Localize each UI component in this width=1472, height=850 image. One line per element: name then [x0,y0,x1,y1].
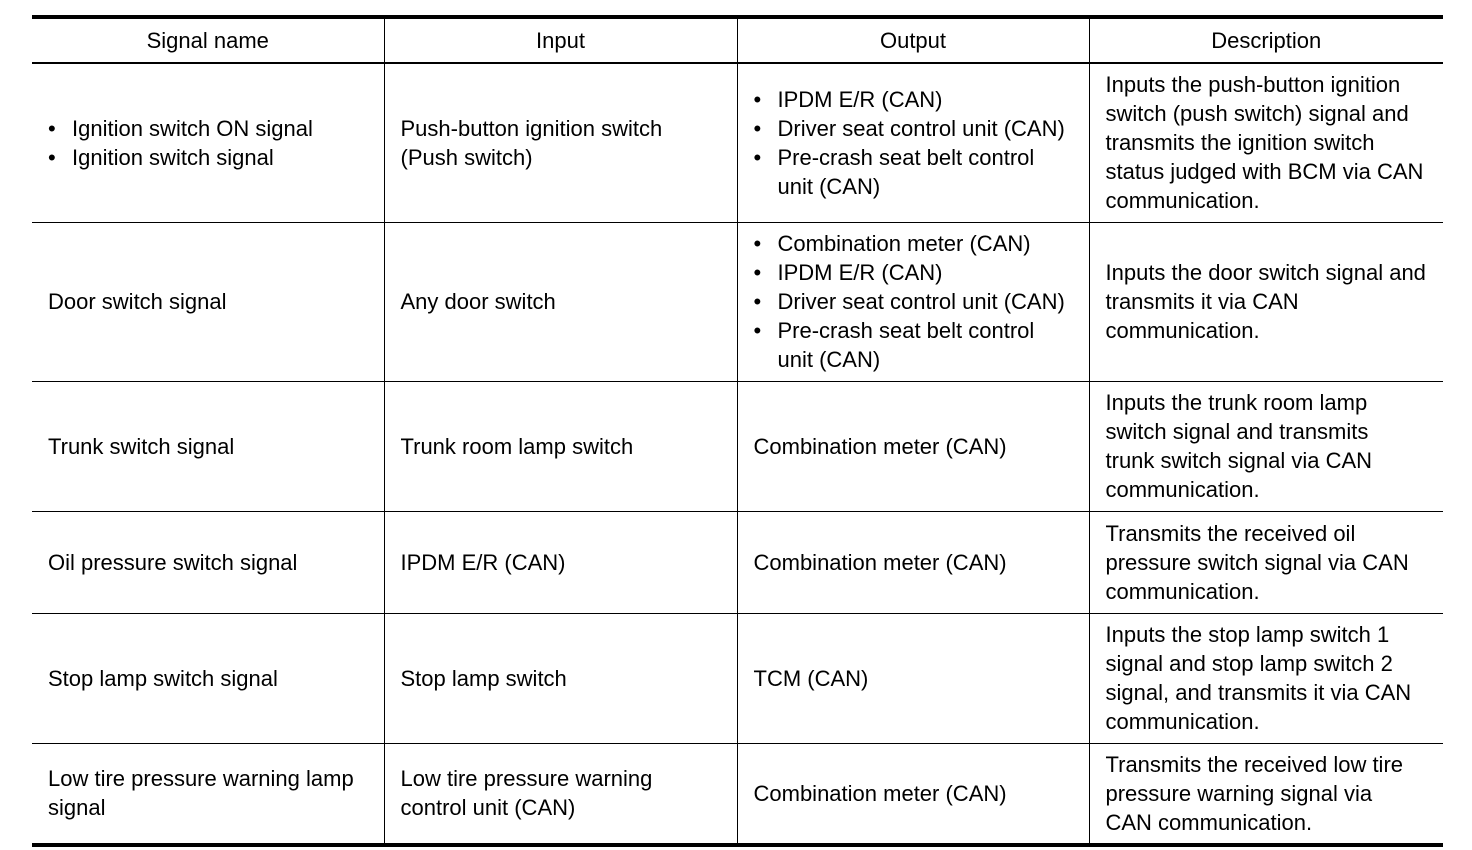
description-cell: Inputs the trunk room lamp switch signal and transmits trunk switch signal via CAN communication. [1089,381,1443,511]
input-cell: Push-button ignition switch (Push switch) [384,63,737,222]
header-output: Output [737,17,1089,63]
output-list [754,85,1079,201]
table-row [32,511,1443,613]
output-cell: TCM (CAN) [737,613,1089,743]
output-list-item: • Driver seat control unit (CAN) [754,287,1079,316]
input-cell: Low tire pressure warning control unit (CAN) [384,743,737,845]
input-cell: Stop lamp switch [384,613,737,743]
output-list-item: • Pre-crash seat belt control unit (CAN) [754,316,1079,374]
output-cell: Combination meter (CAN) [737,511,1089,613]
output-list-item: • IPDM E/R (CAN) [754,258,1079,287]
table-row [32,613,1443,743]
table-row [32,222,1443,381]
output-cell [737,63,1089,222]
signal-list-item: • Ignition switch signal [48,143,374,172]
table-row [32,743,1443,845]
description-cell: Inputs the door switch signal and transmits it via CAN communication. [1089,222,1443,381]
header-input: Input [384,17,737,63]
table-header [32,17,1443,63]
signal-table [32,15,1443,847]
header-row [32,17,1443,63]
signal-name-cell: Trunk switch signal [32,381,384,511]
output-cell [737,222,1089,381]
table-row [32,381,1443,511]
input-cell: IPDM E/R (CAN) [384,511,737,613]
output-list [754,229,1079,374]
output-cell: Combination meter (CAN) [737,381,1089,511]
description-cell: Transmits the received low tire pressure warning signal via CAN communication. [1089,743,1443,845]
table-body [32,63,1443,845]
signal-name-cell [32,63,384,222]
signal-name-cell: Stop lamp switch signal [32,613,384,743]
description-cell: Inputs the push-button ignition switch (push switch) signal and transmits the ignition switch status judged with BCM via CAN communication. [1089,63,1443,222]
input-cell: Any door switch [384,222,737,381]
signal-name-cell: Door switch signal [32,222,384,381]
header-signal-name: Signal name [32,17,384,63]
output-list-item: • IPDM E/R (CAN) [754,85,1079,114]
input-cell: Trunk room lamp switch [384,381,737,511]
table-row [32,63,1443,222]
signal-name-cell: Low tire pressure warning lamp signal [32,743,384,845]
description-cell: Inputs the stop lamp switch 1 signal and stop lamp switch 2 signal, and transmits it via CAN communication. [1089,613,1443,743]
output-list-item: • Pre-crash seat belt control unit (CAN) [754,143,1079,201]
output-cell: Combination meter (CAN) [737,743,1089,845]
output-list-item: • Combination meter (CAN) [754,229,1079,258]
signal-list-item: • Ignition switch ON signal [48,114,374,143]
header-description: Description [1089,17,1443,63]
description-cell: Transmits the received oil pressure switch signal via CAN communication. [1089,511,1443,613]
output-list-item: • Driver seat control unit (CAN) [754,114,1079,143]
signal-name-cell: Oil pressure switch signal [32,511,384,613]
signal-list [48,114,374,172]
